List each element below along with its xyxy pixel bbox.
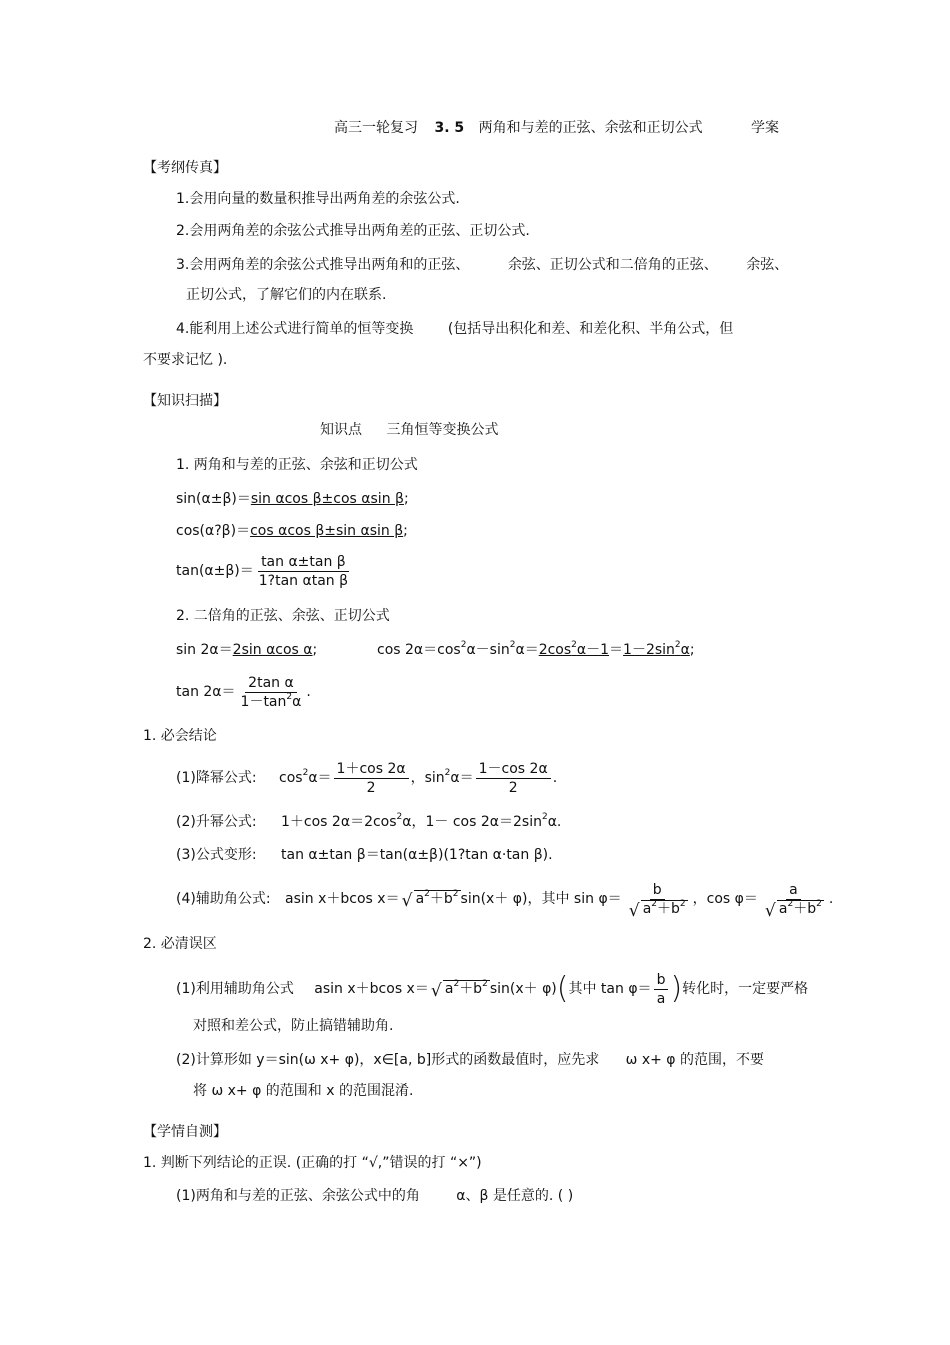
title-number: 3. 5 [434,120,465,136]
exponent: 2 [541,812,548,822]
knowledge-heading: 【知识扫描】 [143,393,227,409]
selftest-q1: 1. 判断下列结论的正误. (正确的打 “√,”错误的打 “×”) [143,1155,482,1171]
cos2-form1a: 2cos [538,642,572,658]
c4-rad-b: ＋b [793,900,817,917]
c4-num-b: b [650,881,665,900]
m2-line1a: (2)计算形如 y＝sin(ω x+ φ)，x∈[a, b]形式的函数最值时，应先求 [176,1052,600,1068]
formula-cos-rhs: cos αcos β±sin αsin β [250,523,404,539]
outline-item-4 [176,319,733,339]
mistake-1-line2: 对照和差公式，防止搞错辅助角. [193,1018,394,1034]
c3-label: (3)公式变形: [176,847,257,863]
formula-tan-fraction [256,553,351,590]
mistakes-heading: 2. 必清误区 [143,936,217,952]
exponent: 2 [571,640,577,650]
outline-item-2: 2.会用两角差的余弦公式推导出两角差的正弦、正切公式. [176,223,530,239]
cos2-lhs: cos 2α＝cos [377,642,461,658]
conclusions-heading: 1. 必会结论 [143,728,217,744]
c3-text: tan α±tan β＝tan(α±β)(1?tan α·tan β). [281,847,553,863]
c4-label: (4)辅助角公式: [176,891,271,907]
c4-fraction-sin [624,881,691,921]
outline-item-4b: (包括导出积化和差、和差化积、半角公式，但 [447,321,734,337]
tan-numerator: tan α±tan β [258,553,349,572]
m1-d: 转化时，一定要严格 [682,981,809,997]
knowledge-sub1: 1. 两角和与差的正弦、余弦和正切公式 [176,457,418,473]
c1-fraction-1 [334,760,409,797]
c1-comma: ， [410,770,425,786]
tan2-den-a: 1－tan [240,693,287,710]
tan2-denominator [238,693,305,711]
exponent: 2 [651,898,658,909]
formula-sin-lhs: sin(α±β)＝ [176,491,251,507]
cos2-eq: α＝ [515,642,539,658]
c4-rad-b: ＋b [657,900,680,917]
exponent: 2 [787,898,794,909]
m1-a: asin x＋bcos x＝ [314,981,429,997]
c1-period: . [552,770,558,786]
c4-a: asin x＋bcos x＝ [285,891,400,907]
tan2-den-b: α [292,693,302,710]
m1-fraction [654,971,669,1008]
m1-c: 其中 tan φ＝ [568,981,652,997]
q1-1b: α、β 是任意的. ( ) [456,1188,574,1204]
cos2-form2 [623,642,690,658]
outline-item-4c: 不要求记忆 ). [143,352,228,368]
c4-num-a: a [786,881,801,900]
cos2-form2b: α [680,642,690,658]
m1-den: a [656,990,666,1007]
c1-den2: 2 [508,779,518,796]
formula-tan-lhs: tan(α±β)＝ [176,563,254,579]
exponent: 2 [482,979,488,989]
exponent: 2 [302,768,309,778]
m2-line1b: ω x+ φ 的范围，不要 [625,1052,764,1068]
outline-heading: 【考纲传真】 [143,160,227,176]
outline-item-3a: 3.会用两角差的余弦公式推导出两角和的正弦、 [176,257,470,273]
formula-sin-rhs: sin αcos β±cos αsin β [250,491,404,507]
sin2-rhs: 2sin αcos α [232,642,313,658]
c1-alpha: α＝ [308,770,332,786]
title-suffix: 学案 [751,120,780,136]
m1-rad-b: ＋b [459,981,483,997]
exponent: 2 [674,640,681,650]
c2-b: α，1－ cos 2α＝2sin [402,814,542,830]
outline-item-3b: 余弦、正切公式和二倍角的正弦、 [507,257,718,273]
formula-sin-sum [176,489,409,509]
exponent: 2 [509,640,516,650]
semicolon: ; [312,642,318,658]
tan2-numerator: 2tan α [245,674,297,693]
semicolon: ; [689,642,695,658]
formula-tan2: tan 2α＝ $\frac{\text{2tan α}}{1-\tan^2\alpha}$ . [176,674,311,710]
selftest-q1-1 [176,1186,573,1206]
c2-c: α. [547,814,562,830]
cos2-form2a: 1－2sin [623,642,675,658]
m1-b: sin(x＋ φ) [489,981,557,997]
selftest-heading: 【学情自测】 [143,1124,227,1140]
exponent: 2 [452,889,459,899]
formula-cos-sum [176,521,408,541]
outline-item-3d: 正切公式，了解它们的内在联系. [186,287,387,303]
outline-item-3 [176,255,788,275]
c4-end: . [828,891,834,907]
q1-1a: (1)两角和与差的正弦、余弦公式中的角 [176,1188,420,1204]
mistake-1 [176,970,808,1008]
tan-denominator: 1?tan αtan β [258,572,349,589]
conclusion-1 [176,759,557,797]
formula-tan-sum [176,552,353,590]
c4-den-sin: √ $a^2+b^2$ [628,898,686,921]
page-title [334,118,779,138]
c4-rad-a: a [642,900,652,917]
tan2-fraction [238,674,305,711]
c4-b: sin(x＋ φ)，其中 sin φ＝ [460,891,622,907]
c1-label: (1)降幂公式: [176,770,257,786]
c4-rad-a: a [415,891,425,907]
exponent: 2 [816,898,822,909]
cos2-form1b: α－1 [576,642,610,658]
c1-num1: 1＋cos 2α [334,760,409,779]
c4-fraction-cos [760,881,827,921]
c4-rad-a: a [778,900,788,917]
exponent: 2 [679,898,686,909]
c1-sin: sin [424,770,445,786]
mistake-2-line2: 将 ω x+ φ 的范围和 x 的范围混淆. [193,1083,414,1099]
cos2-mid: α－sin [466,642,510,658]
m1-num: b [654,971,669,990]
knowledge-point-title: 三角恒等变换公式 [386,422,499,438]
exponent: 2 [444,768,451,778]
knowledge-point [320,420,498,440]
tan2-lhs: tan 2α＝ [176,684,236,700]
sin2-lhs: sin 2α＝ [176,642,233,658]
title-topic: 两角和与差的正弦、余弦和正切公式 [478,120,703,136]
exponent: 2 [453,979,460,989]
outline-item-4a: 4.能利用上述公式进行简单的恒等变换 [176,321,414,337]
left-paren: ( [556,971,569,1006]
m1-label: (1)利用辅助角公式 [176,981,294,997]
c1-num2: 1－cos 2α [476,760,551,779]
formula-cos2 [377,640,695,660]
exponent: 2 [424,889,430,899]
c4-rad-b: ＋b [429,891,453,907]
m1-sqrt: √ $a^2+b^2$ [430,979,488,1001]
mistake-2 [176,1050,764,1070]
m1-rad-a: a [444,981,454,997]
semicolon: ; [403,523,408,539]
outline-item-3c: 余弦、 [746,257,789,273]
outline-item-1: 1.会用向量的数量积推导出两角差的余弦公式. [176,191,460,207]
c4-den-cos: √ $a^2+b^2$ [764,898,822,921]
semicolon: ; [403,491,409,507]
conclusion-3 [176,845,553,865]
exponent: 2 [286,691,293,702]
right-paren: ) [670,971,683,1006]
c4-sqrt: √ $a^2+b^2$ [401,889,459,911]
knowledge-sub2: 2. 二倍角的正弦、余弦、正切公式 [176,608,390,624]
knowledge-point-label: 知识点 [320,422,362,438]
exponent: 2 [396,812,403,822]
c1-cos: cos [279,770,303,786]
formula-sin2 [176,640,317,660]
c4-c: ，cos φ＝ [692,891,758,907]
c2-label: (2)升幂公式: [176,814,257,830]
c2-a: 1＋cos 2α＝2cos [281,814,397,830]
conclusion-2 [176,812,561,832]
c1-alpha: α＝ [450,770,474,786]
c1-den1: 2 [366,779,376,796]
title-prefix: 高三一轮复习 [334,120,418,136]
exponent: 2 [460,640,467,650]
cos2-eq2: ＝ [609,642,624,658]
conclusion-4 [176,878,833,920]
cos2-form1 [539,642,609,658]
c1-fraction-2 [476,760,551,797]
formula-cos-lhs: cos(α?β)＝ [176,523,251,539]
